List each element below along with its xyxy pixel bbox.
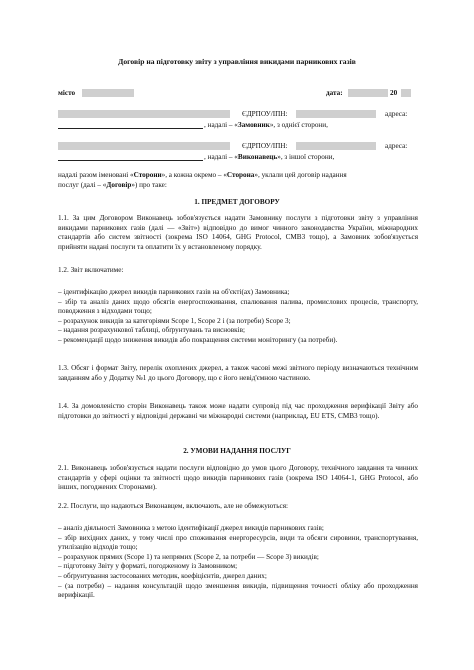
clause-1-2: 1.2. Звіт включатиме: — [58, 266, 124, 274]
intro-text-2c: ») про таке: — [131, 181, 167, 189]
list-item: – рекомендації щодо зниження викидів або покращення системи моніторингу (за потреби). — [58, 335, 338, 344]
party2-address-field[interactable] — [58, 153, 203, 161]
intro-line-1 — [58, 171, 347, 181]
party1-edrpou-label: ЄДРПОУ/ІПН: — [242, 110, 288, 118]
list-item: – збір та аналіз даних щодо обсягів енергоспоживання, спалювання палива, промислових процесів, транспорту, поводження з відходами тощо; — [58, 297, 418, 316]
city-field[interactable] — [82, 89, 134, 97]
year-label: 20 — [390, 89, 398, 97]
intro-text-e: », уклали цей договір надання — [254, 171, 347, 179]
party1-role-suffix: », з однієї сторони, — [269, 121, 328, 129]
party2-edrpou-label: ЄДРПОУ/ІПН: — [242, 142, 288, 150]
intro-contract-term: Договір — [106, 181, 132, 189]
party1-role — [204, 121, 328, 131]
party1-role-name: Замовник — [237, 121, 270, 129]
clause-1-3: 1.3. Обсяг і формат Звіту, перелік охоплених джерел, а також часові межі звітного періоду визначаються технічним завданням або у Додатку №1 до цього Договору, що є його невід'ємною частиною. — [58, 364, 418, 382]
party2-edrpou-field[interactable] — [296, 142, 376, 150]
city-label: місто — [58, 89, 76, 97]
list-item: – ідентифікацію джерел викидів парникових газів на об'єкті(ах) Замовника; — [58, 288, 290, 296]
date-label: дата: — [326, 89, 343, 97]
intro-text-2a: послуг (далі – « — [58, 181, 107, 189]
list-item: – підготовку Звіту у форматі, погодженому із Замовником; — [58, 562, 238, 571]
year-field[interactable] — [401, 89, 411, 97]
date-field[interactable] — [348, 89, 388, 97]
clause-1-4: 1.4. За домовленістю сторін Виконавець також може надати супровід під час проходження верифікації Звіту або підготовки до звітності у відповідні державні чи міжнародні системи (наприклад, EU ETS, CMB3 тощо). — [58, 402, 418, 420]
party2-role-name: Виконавець — [237, 153, 278, 161]
intro-parties-term: Сторони — [133, 171, 162, 179]
list-item: – (за потреби) – надання консультацій щодо зменшення викидів, підвищення точності обліку або проходження верифікації. — [58, 581, 418, 600]
party1-edrpou-field[interactable] — [296, 110, 376, 118]
list-item: – розрахунок прямих (Scope 1) та непрямих (Scope 2, за потреби — Scope 3) викидів; — [58, 552, 319, 561]
list-item: – надання розрахункової таблиці, обґрунтувань та висновків; — [58, 326, 245, 335]
list-item: – розрахунок викидів за категоріями Scope 1, Scope 2 і (за потреби) Scope 3; — [58, 316, 291, 325]
intro-text-c: », а кожна окремо – « — [161, 171, 227, 179]
clause-1-1: 1.1. За цим Договором Виконавець зобов'язується надати Замовнику послуги з підготовки звіту з управління викидами парникових газів (далі — «Звіт») відповідно до вимог чинного законодавства України, міжнародних стандартів або систем звітності (зокрема ISO 14064, GHG Protocol, CMB3 тощо), а Замовник зобов'язується прийняти надані послуги та оплатити їх у встановленому порядку. — [58, 214, 418, 251]
party1-address-field[interactable] — [58, 121, 203, 129]
party1-role-prefix: , надалі – « — [204, 121, 238, 129]
party1-name-field[interactable] — [58, 110, 230, 118]
section-1-heading: 1. ПРЕДМЕТ ДОГОВОРУ — [194, 198, 280, 206]
document-title: Договір на підготовку звіту з управління викидами парникових газів — [118, 57, 356, 66]
clause-2-1: 2.1. Виконавець зобов'язується надати послуги відповідно до умов цього Договору, технічного завдання та чинних стандартів у сфері оцінки та звітності щодо викидів парникових газів (зокрема ISO 14064-1, GHG Protocol, або інших, погоджених Сторонами). — [58, 464, 418, 492]
list-item: – збір вихідних даних, у тому числі про споживання енергоресурсів, види та обсяги сировини, транспортування, утилізацію відходів тощо; — [58, 533, 418, 552]
clause-1-2-list — [58, 288, 418, 346]
section-2-heading: 2. УМОВИ НАДАННЯ ПОСЛУГ — [183, 447, 291, 455]
party2-role — [204, 153, 334, 163]
party2-name-field[interactable] — [58, 142, 230, 150]
clause-2-2-list — [58, 524, 418, 601]
list-item: – обґрунтування застосованих методик, коефіцієнтів, джерел даних; — [58, 571, 267, 580]
party2-role-suffix: », з іншої сторони, — [277, 153, 335, 161]
intro-party-term: Сторона — [226, 171, 255, 179]
party2-role-prefix: , надалі – « — [204, 153, 238, 161]
party1-address-label: адреса: — [385, 110, 408, 118]
clause-2-2: 2.2. Послуги, що надаються Виконавцем, включають, але не обмежуються: — [58, 502, 289, 510]
intro-line-2 — [58, 181, 167, 191]
intro-text-a: надалі разом іменовані « — [58, 171, 134, 179]
list-item: – аналіз діяльності Замовника з метою ідентифікації джерел викидів парникових газів; — [58, 524, 324, 532]
party2-address-label: адреса: — [385, 142, 408, 150]
